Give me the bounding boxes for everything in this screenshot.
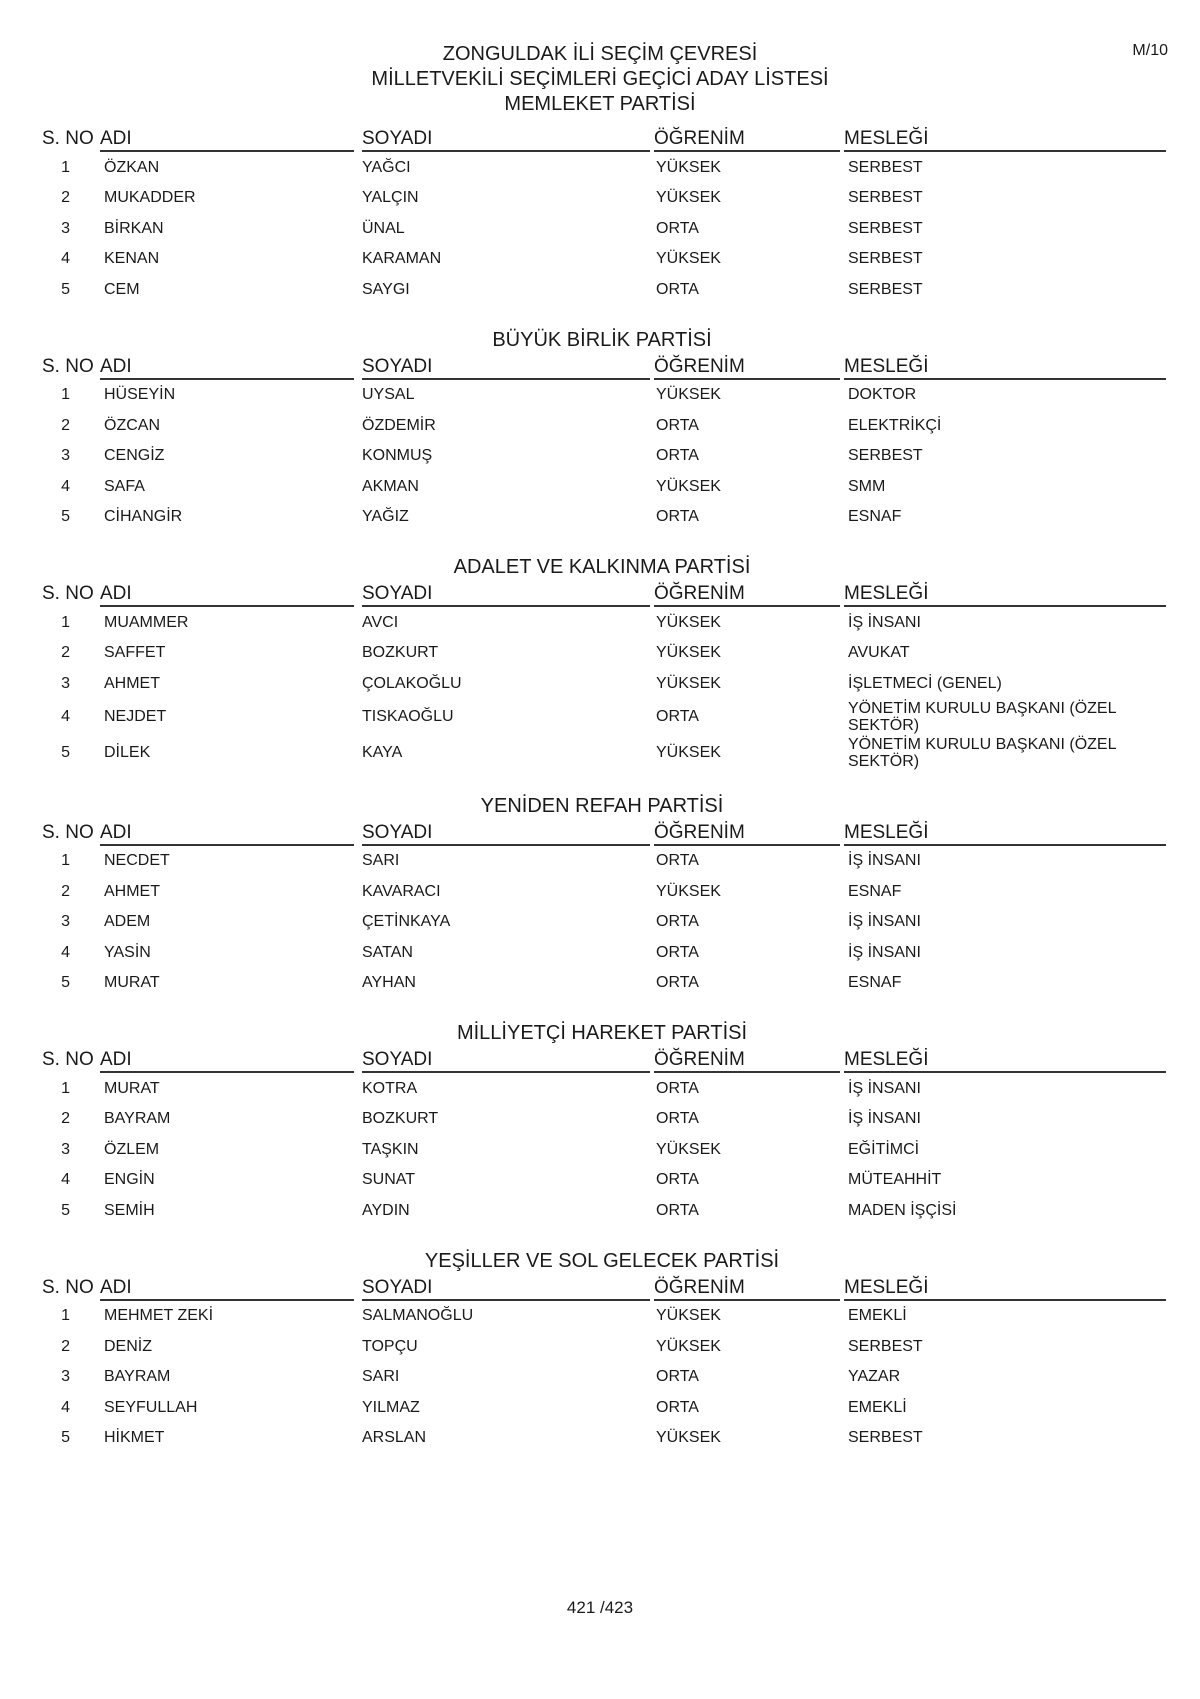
cell-meslek: AVUKAT — [848, 644, 910, 662]
cell-adi: SEYFULLAH — [104, 1398, 198, 1416]
cell-adi: ENGİN — [104, 1171, 155, 1189]
cell-adi: ÖZKAN — [104, 158, 160, 176]
party-title: BÜYÜK BİRLİK PARTİSİ — [492, 328, 712, 351]
table-row — [38, 607, 1166, 638]
cell-meslek: SERBEST — [848, 189, 923, 207]
cell-meslek: SERBEST — [848, 1429, 923, 1447]
table-row — [38, 1165, 1166, 1196]
column-header-no: S. NO — [42, 821, 94, 843]
cell-no: 5 — [61, 1429, 70, 1447]
cell-adi: BAYRAM — [104, 1368, 171, 1386]
cell-ogrenim: ORTA — [656, 447, 699, 465]
cell-meslek: İŞ İNSANI — [848, 913, 921, 931]
table-row — [38, 1331, 1166, 1362]
party-title: ADALET VE KALKINMA PARTİSİ — [453, 556, 751, 578]
column-header-no: S. NO — [42, 355, 94, 377]
cell-soyadi: ÇOLAKOĞLU — [362, 674, 462, 692]
cell-no: 3 — [61, 913, 70, 931]
cell-no: 3 — [61, 674, 70, 692]
table-row — [38, 244, 1166, 275]
party-section — [38, 327, 1166, 533]
cell-meslek: ELEKTRİKÇİ — [848, 416, 942, 434]
table-header — [38, 126, 1166, 152]
cell-soyadi: AKMAN — [362, 477, 419, 495]
table-header — [38, 820, 1166, 846]
cell-adi: NECDET — [104, 852, 170, 870]
column-header-ogrenim: ÖĞRENİM — [654, 1277, 840, 1301]
title-line-list: MİLLETVEKİLİ SEÇİMLERİ GEÇİCİ ADAY LİSTESİ — [371, 68, 829, 90]
cell-soyadi: KAVARACI — [362, 882, 441, 900]
cell-meslek: MADEN İŞÇİSİ — [848, 1201, 957, 1219]
column-header-adi: ADI — [100, 822, 354, 846]
table-header — [38, 1047, 1166, 1073]
cell-ogrenim: ORTA — [656, 852, 699, 870]
cell-adi: MUKADDER — [104, 189, 196, 207]
cell-meslek: SERBEST — [848, 280, 923, 298]
cell-adi: SEMİH — [104, 1201, 155, 1219]
table-row — [38, 1392, 1166, 1423]
column-header-no: S. NO — [42, 1049, 94, 1070]
cell-soyadi: YAĞCI — [362, 158, 411, 176]
cell-meslek: EMEKLİ — [848, 1398, 907, 1416]
cell-adi: BİRKAN — [104, 219, 164, 237]
cell-no: 5 — [61, 280, 70, 298]
table-row — [38, 1195, 1166, 1226]
cell-no: 3 — [61, 1368, 70, 1386]
table-row — [38, 638, 1166, 669]
column-header-ogrenim: ÖĞRENİM — [654, 1049, 840, 1073]
title-line-first-party: MEMLEKET PARTİSİ — [504, 93, 696, 115]
cell-meslek: SMM — [848, 477, 886, 495]
cell-adi: HÜSEYİN — [104, 386, 176, 404]
cell-adi: DENİZ — [104, 1337, 152, 1355]
cell-ogrenim: YÜKSEK — [656, 1307, 721, 1325]
table-row — [38, 699, 1166, 735]
cell-ogrenim: YÜKSEK — [656, 250, 721, 268]
column-header-adi: ADI — [100, 128, 354, 152]
party-title: YENİDEN REFAH PARTİSİ — [480, 794, 724, 817]
cell-meslek: MÜTEAHHİT — [848, 1171, 942, 1189]
party-section — [38, 126, 1166, 305]
party-title: MİLLİYETÇİ HAREKET PARTİSİ — [456, 1022, 748, 1044]
column-header-adi: ADI — [100, 1277, 354, 1301]
column-header-meslek: MESLEĞİ — [844, 128, 1166, 152]
cell-soyadi: KONMUŞ — [362, 447, 433, 465]
cell-adi: ADEM — [104, 913, 151, 931]
cell-ogrenim: YÜKSEK — [656, 1337, 721, 1355]
cell-adi: YASİN — [104, 943, 151, 961]
table-row — [38, 380, 1166, 411]
cell-meslek: ESNAF — [848, 508, 902, 526]
cell-soyadi: KARAMAN — [362, 250, 442, 268]
column-header-soyadi: SOYADI — [362, 1049, 650, 1073]
cell-soyadi: TOPÇU — [362, 1337, 418, 1355]
column-header-no: S. NO — [42, 128, 94, 149]
cell-no: 5 — [61, 508, 70, 526]
column-header-adi: ADI — [100, 356, 354, 380]
cell-ogrenim: ORTA — [656, 1201, 699, 1219]
cell-adi: SAFFET — [104, 644, 166, 662]
cell-no: 2 — [61, 416, 70, 434]
page-code: M/10 — [1132, 42, 1168, 59]
cell-adi: CİHANGİR — [104, 508, 183, 526]
cell-soyadi: TISKAOĞLU — [362, 708, 454, 725]
table-row — [38, 876, 1166, 907]
cell-soyadi: AVCI — [362, 613, 399, 631]
cell-meslek: EĞİTİMCİ — [848, 1140, 920, 1158]
cell-soyadi: BOZKURT — [362, 644, 439, 662]
cell-adi: MURAT — [104, 1079, 160, 1097]
cell-soyadi: YILMAZ — [362, 1398, 420, 1416]
column-header-ogrenim: ÖĞRENİM — [654, 128, 840, 152]
table-row — [38, 1423, 1166, 1454]
cell-no: 1 — [61, 852, 70, 870]
cell-ogrenim: YÜKSEK — [656, 882, 721, 900]
cell-adi: AHMET — [104, 882, 160, 900]
table-row — [38, 441, 1166, 472]
cell-no: 4 — [61, 1171, 70, 1189]
table-row — [38, 502, 1166, 533]
cell-adi: MEHMET ZEKİ — [104, 1307, 214, 1325]
cell-soyadi: YALÇIN — [362, 189, 419, 207]
title-line-province: ZONGULDAK İLİ SEÇİM ÇEVRESİ — [442, 43, 758, 65]
cell-adi: SAFA — [104, 477, 145, 495]
cell-ogrenim: ORTA — [656, 219, 699, 237]
table-row — [38, 968, 1166, 999]
column-header-meslek: MESLEĞİ — [844, 822, 1166, 846]
cell-adi: MURAT — [104, 974, 160, 992]
table-row — [38, 183, 1166, 214]
column-header-soyadi: SOYADI — [362, 356, 650, 380]
table-row — [38, 735, 1166, 771]
cell-ogrenim: YÜKSEK — [656, 477, 721, 495]
cell-adi: MUAMMER — [104, 613, 189, 631]
cell-soyadi: AYHAN — [362, 974, 416, 992]
cell-meslek: ESNAF — [848, 974, 902, 992]
cell-soyadi: ÜNAL — [362, 219, 405, 237]
party-section — [38, 793, 1166, 999]
cell-adi: DİLEK — [104, 744, 151, 761]
cell-no: 4 — [61, 708, 70, 725]
cell-soyadi: UYSAL — [362, 386, 415, 404]
cell-ogrenim: YÜKSEK — [656, 613, 721, 631]
column-header-no: S. NO — [42, 1276, 94, 1298]
cell-ogrenim: ORTA — [656, 1110, 699, 1128]
table-header — [38, 1275, 1166, 1301]
cell-no: 2 — [61, 189, 70, 207]
cell-adi: ÖZCAN — [104, 416, 160, 434]
cell-meslek: SERBEST — [848, 158, 923, 176]
party-section — [38, 1248, 1166, 1454]
cell-meslek: DOKTOR — [848, 386, 917, 404]
cell-soyadi: ÖZDEMİR — [362, 416, 436, 434]
cell-adi: KENAN — [104, 250, 160, 268]
cell-meslek: YÖNETİM KURULU BAŞKANI (ÖZEL SEKTÖR) — [848, 699, 1116, 734]
cell-soyadi: YAĞIZ — [362, 508, 409, 526]
cell-no: 1 — [61, 158, 70, 176]
cell-soyadi: KOTRA — [362, 1079, 418, 1097]
party-section — [38, 1020, 1166, 1226]
party-title: YEŞİLLER VE SOL GELECEK PARTİSİ — [424, 1249, 780, 1272]
cell-soyadi: SALMANOĞLU — [362, 1307, 474, 1325]
table-row — [38, 1301, 1166, 1332]
cell-meslek: İŞ İNSANI — [848, 1110, 921, 1128]
cell-meslek: İŞ İNSANI — [848, 943, 921, 961]
cell-ogrenim: YÜKSEK — [656, 158, 721, 176]
cell-soyadi: KAYA — [362, 744, 403, 761]
cell-meslek: SERBEST — [848, 1337, 923, 1355]
cell-soyadi: ÇETİNKAYA — [362, 913, 451, 931]
page-number: 421 /423 — [566, 1598, 634, 1617]
cell-no: 3 — [61, 219, 70, 237]
cell-adi: NEJDET — [104, 708, 167, 725]
table-row — [38, 1104, 1166, 1135]
table-header — [38, 354, 1166, 380]
cell-ogrenim: ORTA — [656, 416, 699, 434]
cell-no: 4 — [61, 477, 70, 495]
cell-no: 4 — [61, 250, 70, 268]
table-row — [38, 471, 1166, 502]
table-row — [38, 907, 1166, 938]
cell-adi: HİKMET — [104, 1429, 165, 1447]
cell-no: 2 — [61, 882, 70, 900]
cell-ogrenim: YÜKSEK — [656, 744, 721, 761]
cell-ogrenim: ORTA — [656, 708, 699, 725]
column-header-meslek: MESLEĞİ — [844, 583, 1166, 607]
cell-adi: CEM — [104, 280, 140, 298]
cell-adi: CENGİZ — [104, 447, 165, 465]
document-title — [0, 42, 1200, 117]
cell-no: 5 — [61, 974, 70, 992]
cell-no: 2 — [61, 1110, 70, 1128]
cell-ogrenim: ORTA — [656, 1079, 699, 1097]
cell-meslek: SERBEST — [848, 250, 923, 268]
cell-ogrenim: YÜKSEK — [656, 674, 721, 692]
cell-no: 4 — [61, 943, 70, 961]
table-row — [38, 937, 1166, 968]
cell-no: 1 — [61, 1079, 70, 1097]
cell-ogrenim: ORTA — [656, 508, 699, 526]
cell-soyadi: SATAN — [362, 943, 413, 961]
cell-meslek: SERBEST — [848, 219, 923, 237]
column-header-ogrenim: ÖĞRENİM — [654, 822, 840, 846]
cell-soyadi: ARSLAN — [362, 1429, 427, 1447]
cell-adi: AHMET — [104, 674, 160, 692]
table-row — [38, 846, 1166, 877]
cell-meslek: İŞLETMECİ (GENEL) — [848, 674, 1002, 692]
table-row — [38, 1073, 1166, 1104]
table-row — [38, 274, 1166, 305]
cell-ogrenim: ORTA — [656, 974, 699, 992]
column-header-soyadi: SOYADI — [362, 1277, 650, 1301]
column-header-no: S. NO — [42, 583, 94, 604]
cell-soyadi: BOZKURT — [362, 1110, 439, 1128]
cell-no: 2 — [61, 1337, 70, 1355]
cell-ogrenim: ORTA — [656, 913, 699, 931]
cell-ogrenim: YÜKSEK — [656, 1140, 721, 1158]
cell-soyadi: SARI — [362, 1368, 400, 1386]
cell-ogrenim: ORTA — [656, 1398, 699, 1416]
column-header-soyadi: SOYADI — [362, 128, 650, 152]
cell-no: 3 — [61, 447, 70, 465]
cell-adi: ÖZLEM — [104, 1140, 160, 1158]
cell-ogrenim: ORTA — [656, 280, 699, 298]
party-sections — [38, 126, 1166, 1453]
cell-meslek: SERBEST — [848, 447, 923, 465]
cell-meslek: EMEKLİ — [848, 1307, 907, 1325]
column-header-meslek: MESLEĞİ — [844, 1277, 1166, 1301]
cell-no: 4 — [61, 1398, 70, 1416]
cell-ogrenim: ORTA — [656, 943, 699, 961]
cell-soyadi: TAŞKIN — [362, 1140, 419, 1158]
cell-adi: BAYRAM — [104, 1110, 171, 1128]
cell-meslek: İŞ İNSANI — [848, 1079, 921, 1097]
cell-ogrenim: YÜKSEK — [656, 189, 721, 207]
cell-no: 3 — [61, 1140, 70, 1158]
cell-soyadi: SARI — [362, 852, 400, 870]
cell-no: 2 — [61, 644, 70, 662]
cell-meslek: YAZAR — [848, 1368, 901, 1386]
table-row — [38, 668, 1166, 699]
table-row — [38, 1362, 1166, 1393]
cell-ogrenim: ORTA — [656, 1368, 699, 1386]
cell-meslek: YÖNETİM KURULU BAŞKANI (ÖZEL SEKTÖR) — [848, 735, 1116, 770]
column-header-ogrenim: ÖĞRENİM — [654, 583, 840, 607]
column-header-meslek: MESLEĞİ — [844, 1049, 1166, 1073]
cell-meslek: İŞ İNSANI — [848, 852, 921, 870]
table-row — [38, 152, 1166, 183]
cell-ogrenim: YÜKSEK — [656, 386, 721, 404]
cell-no: 1 — [61, 613, 70, 631]
cell-ogrenim: ORTA — [656, 1171, 699, 1189]
cell-soyadi: AYDIN — [362, 1201, 410, 1219]
cell-meslek: ESNAF — [848, 882, 902, 900]
cell-no: 5 — [61, 1201, 70, 1219]
column-header-adi: ADI — [100, 1049, 354, 1073]
table-row — [38, 1134, 1166, 1165]
cell-meslek: İŞ İNSANI — [848, 613, 921, 631]
column-header-soyadi: SOYADI — [362, 583, 650, 607]
cell-no: 1 — [61, 386, 70, 404]
party-section — [38, 554, 1166, 771]
cell-soyadi: SAYGI — [362, 280, 410, 298]
table-row — [38, 410, 1166, 441]
cell-soyadi: SUNAT — [362, 1171, 416, 1189]
cell-ogrenim: YÜKSEK — [656, 1429, 721, 1447]
table-header — [38, 581, 1166, 607]
cell-no: 5 — [61, 744, 70, 761]
column-header-ogrenim: ÖĞRENİM — [654, 356, 840, 380]
cell-no: 1 — [61, 1307, 70, 1325]
column-header-adi: ADI — [100, 583, 354, 607]
table-row — [38, 213, 1166, 244]
column-header-soyadi: SOYADI — [362, 822, 650, 846]
column-header-meslek: MESLEĞİ — [844, 356, 1166, 380]
cell-ogrenim: YÜKSEK — [656, 644, 721, 662]
